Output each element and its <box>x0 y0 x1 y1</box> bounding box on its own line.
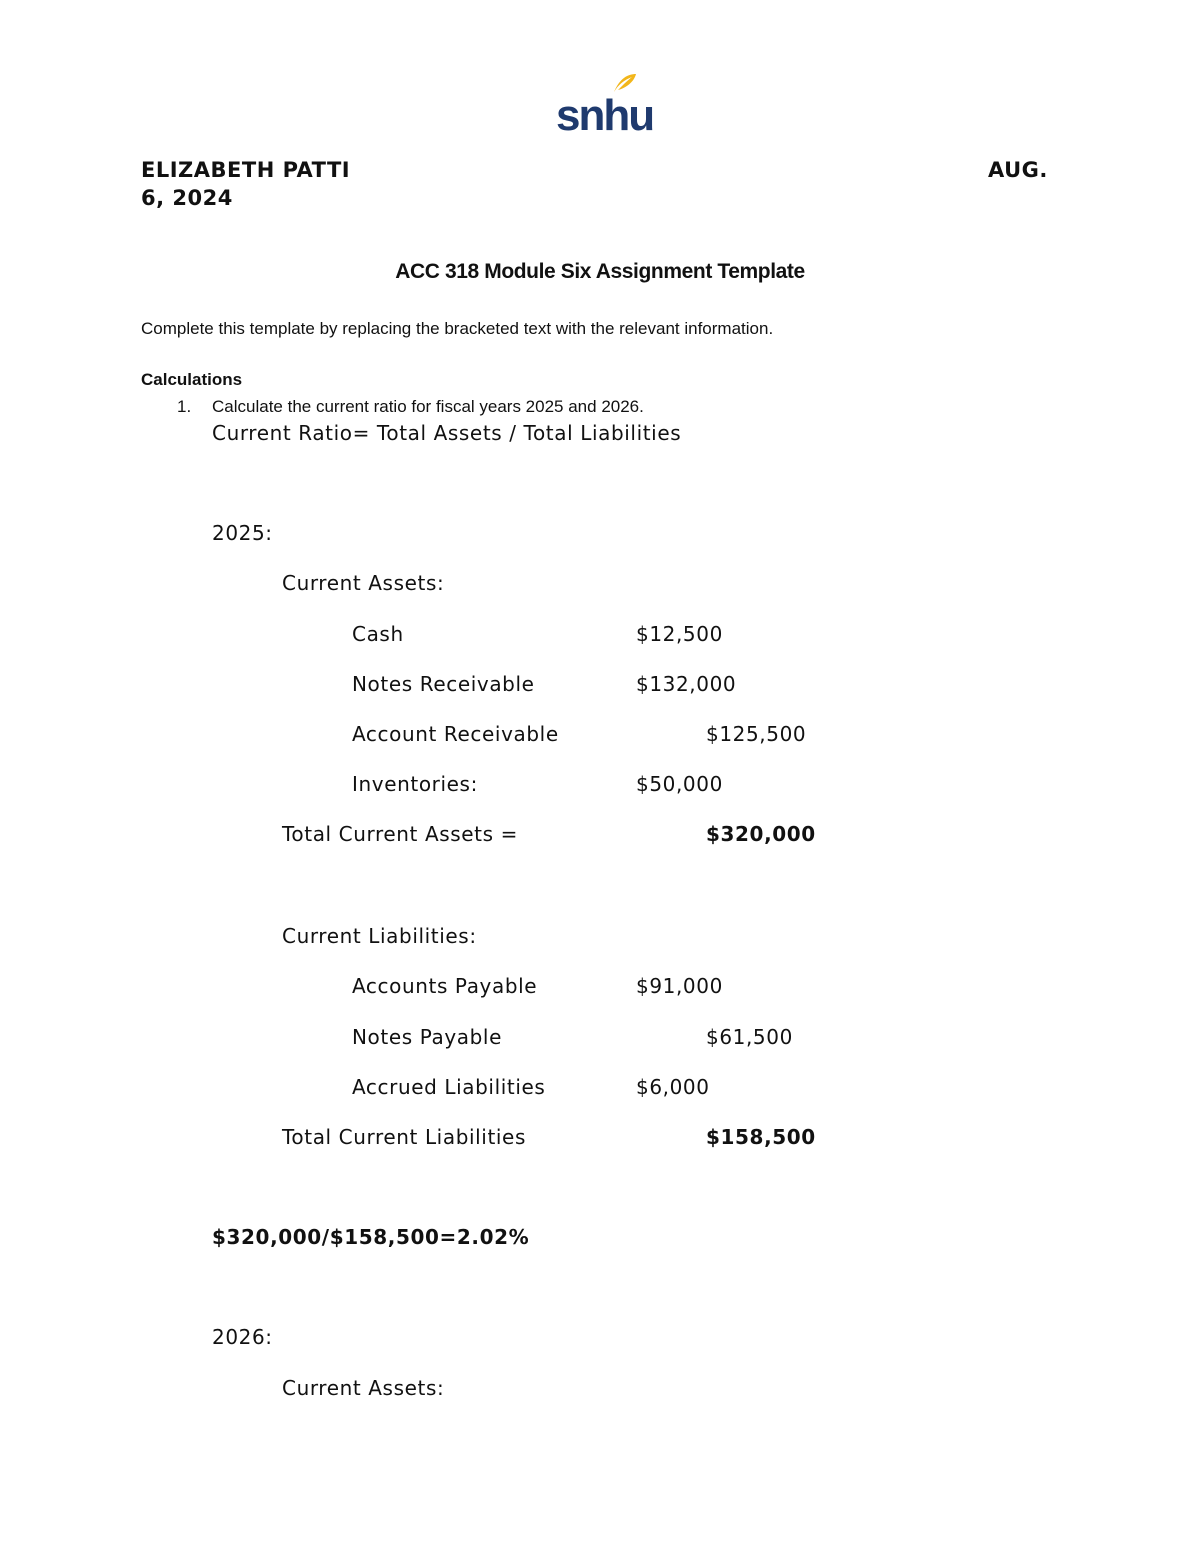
asset-label: Notes Receivable <box>352 672 535 696</box>
asset-value: $125,500 <box>706 722 807 746</box>
question-text: Calculate the current ratio for fiscal years 2025 and 2026. <box>212 397 644 416</box>
current-assets-heading-2025: Current Assets: <box>282 571 445 595</box>
liability-value: $61,500 <box>706 1025 793 1049</box>
asset-value: $50,000 <box>636 772 723 796</box>
liability-label: Notes Payable <box>352 1025 502 1049</box>
year-2026-label: 2026: <box>212 1325 273 1349</box>
logo-text: snhu <box>556 91 654 140</box>
asset-value: $132,000 <box>636 672 737 696</box>
asset-label: Inventories: <box>352 772 478 796</box>
year-2025-label: 2025: <box>212 521 273 545</box>
instructions-text: Complete this template by replacing the bracketed text with the relevant information. <box>141 319 774 338</box>
date-part-2: 6, 2024 <box>141 186 233 210</box>
asset-value: $12,500 <box>636 622 723 646</box>
snhu-logo <box>556 72 654 140</box>
asset-label: Account Receivable <box>352 722 559 746</box>
current-liabilities-heading: Current Liabilities: <box>282 924 477 948</box>
asset-label: Cash <box>352 622 404 646</box>
total-assets-value: $320,000 <box>706 822 816 846</box>
liability-value: $91,000 <box>636 974 723 998</box>
author-name: ELIZABETH PATTI <box>141 158 351 182</box>
current-assets-heading-2026: Current Assets: <box>282 1376 445 1400</box>
liability-value: $6,000 <box>636 1075 710 1099</box>
ratio-result: $320,000/$158,500=2.02% <box>212 1225 530 1249</box>
formula-text: Current Ratio= Total Assets / Total Liabilities <box>212 421 682 445</box>
date-part-1: AUG. <box>988 158 1048 182</box>
total-liabilities-value: $158,500 <box>706 1125 816 1149</box>
question-number: 1. <box>177 397 192 416</box>
total-liabilities-label: Total Current Liabilities <box>282 1125 526 1149</box>
liability-label: Accounts Payable <box>352 974 538 998</box>
total-assets-label: Total Current Assets = <box>282 822 518 846</box>
liability-label: Accrued Liabilities <box>352 1075 546 1099</box>
flame-icon <box>614 74 636 92</box>
section-heading: Calculations <box>141 370 243 389</box>
page-title: ACC 318 Module Six Assignment Template <box>395 260 805 283</box>
